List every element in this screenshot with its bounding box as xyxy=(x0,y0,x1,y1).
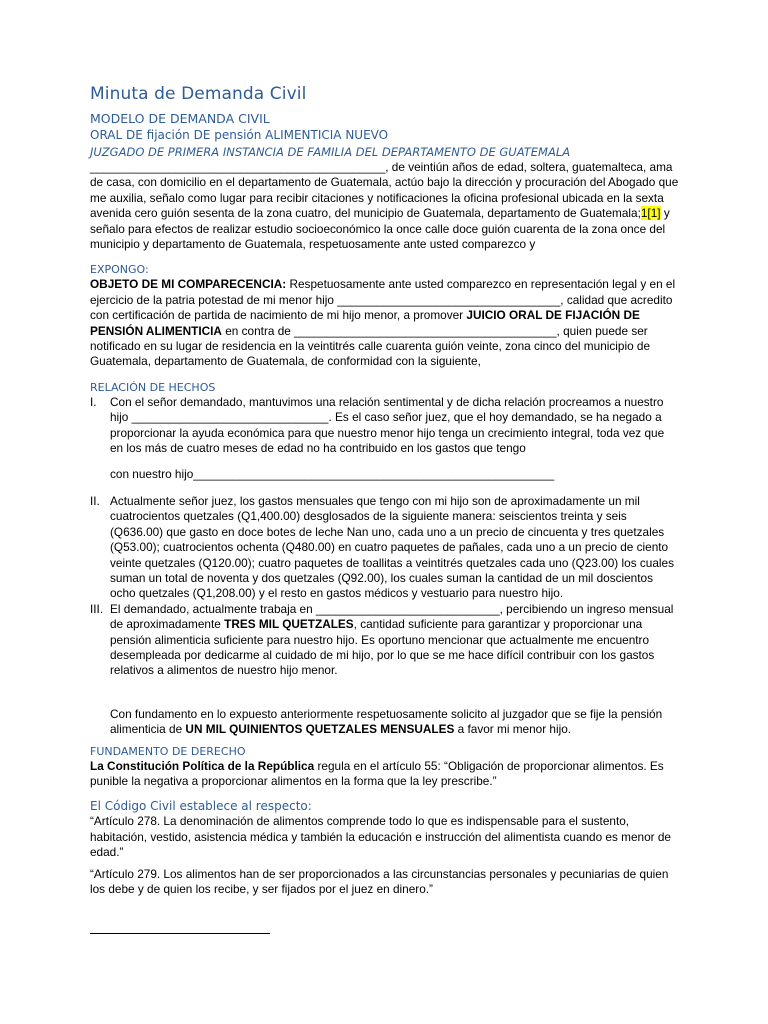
solicito-text-b: a favor mi menor hijo. xyxy=(454,722,572,737)
intro-text-b: y señalo para efectos de realizar estudio socioeconómico la once calle doce guión cuarenta de la zona once del municipio y departamento de Guatemala, respetuosamente ante usted comparezco y xyxy=(90,206,670,252)
intro-paragraph xyxy=(90,160,680,252)
hechos-list xyxy=(90,395,680,679)
objeto-text-a: Respetuosamente ante usted comparezco en representación legal y en el ejercicio de la patria potestad de mi menor hijo __________________________________, calidad que acredito con certificación de partida de nacimiento de mi hijo menor, a promover xyxy=(90,277,676,323)
subtype-heading: ORAL DE fijación DE pensión ALIMENTICIA NUEVO xyxy=(90,128,389,142)
solicito-text-a: Con fundamento en lo expuesto anteriormente respetuosamente solicito al juzgador que se fije la pensión alimenticia de xyxy=(110,706,663,737)
objeto-bold: JUICIO ORAL DE FIJACIÓN DE PENSIÓN ALIMENTICIA xyxy=(90,308,640,338)
objeto-paragraph xyxy=(90,277,680,369)
hecho-item-3 xyxy=(90,602,680,679)
hecho-text: Actualmente señor juez, los gastos mensuales que tengo con mi hijo son de aproximadamente un mil cuatrocientos quetzales (Q1,400.00) desglosados de la siguiente manera: seiscientos treinta y seis (Q636.00) que gasto en doce botes de leche Nan uno, cada uno a un precio de cincuenta y tres quetzales (Q53.00); cuatrocientos ochenta (Q480.00) en cuatro paquetes de pañales, cada uno a un precio de ciento veinte quetzales (Q120.00); cuatro paquetes de toallitas a veintitrés quetzales cada uno (Q23.00) los cuales suman un total de noventa y dos quetzales (Q92.00), los cuales suman la cantidad de un mil doscientos ocho quetzales (Q1,208.00) y el resto en gastos médicos y vestuario para nuestro hijo. xyxy=(110,493,674,601)
intro-text-a: _____________________________________________, de veintiún años de edad, soltera, guatemalteca, ama de casa, con domicilio en el departamento de Guatemala, actúo bajo la dirección y procuración del Abogado que me auxilia, señalo como lugar para recibir citaciones y notificaciones la oficina profesional ubicada en la sexta avenida cero guión sesenta de la zona cuatro, del municipio de Guatemala, departamento de Guatemala; xyxy=(90,160,679,221)
hecho-item-2 xyxy=(90,494,680,602)
hechos-heading: RELACIÓN DE HECHOS xyxy=(90,380,216,394)
model-heading: MODELO DE DEMANDA CIVIL xyxy=(90,111,270,126)
court-heading: JUZGADO DE PRIMERA INSTANCIA DE FAMILIA DEL DEPARTAMENTO DE GUATEMALA xyxy=(90,145,571,159)
hecho-text-b: , cantidad suficiente para garantizar y proporcionar una pensión alimenticia suficiente para nuestro hijo. Es oportuno mencionar que actualmente me encuentro desempleada por dedicarme al cuidado de mi hijo, por lo que se me hace difícil contribuir con los gastos relativos a alimentos de nuestro hijo menor. xyxy=(110,617,655,678)
footnote-separator xyxy=(90,925,270,934)
article-278: “Artículo 278. La denominación de alimentos comprende todo lo que es indispensable para el sustento, habitación, vestido, asistencia médica y también la educación e instrucción del alimentista cuando es menor de edad.” xyxy=(90,814,671,860)
fundamento-heading: FUNDAMENTO DE DERECHO xyxy=(90,744,246,758)
solicito-bold: UN MIL QUINIENTOS QUETZALES MENSUALES xyxy=(185,722,455,737)
constitucion-paragraph xyxy=(90,759,680,790)
document-title: Minuta de Demanda Civil xyxy=(90,84,307,104)
hecho-bold: TRES MIL QUETZALES xyxy=(224,617,354,632)
objeto-label: OBJETO DE MI COMPARECENCIA: xyxy=(90,277,287,292)
document-page xyxy=(90,84,680,934)
expongo-heading: EXPONGO: xyxy=(90,263,149,277)
hecho-number: I. xyxy=(90,394,97,409)
codigo-heading: El Código Civil establece al respecto: xyxy=(90,799,312,814)
solicito-paragraph xyxy=(90,707,680,738)
constitucion-text: regula en el artículo 55: “Obligación de proporcionar alimentos. Es punible la negativa a proporcionar alimentos en la forma que la ley prescribe.” xyxy=(90,758,664,788)
article-279: “Artículo 279. Los alimentos han de ser proporcionados a las circunstancias personales y pecuniarias de quien los debe y de quien los recibe, y ser fijados por el juez en dinero.” xyxy=(90,866,669,897)
constitucion-bold: La Constitución Política de la República xyxy=(90,758,315,773)
hecho-text: Con el señor demandado, mantuvimos una relación sentimental y de dicha relación procreamos a nuestro hijo ______________________________. Es el caso señor juez, que el hoy demandado, se ha negado a proporcionar la ayuda económica para que nuestro menor hijo tenga un crecimiento integral, toda vez que en los más de cuatro meses de edad no ha contribuido en los gastos que tengo xyxy=(110,394,665,456)
hecho-item-1 xyxy=(90,395,680,482)
hecho-number: II. xyxy=(90,493,100,508)
footnote-ref[interactable]: 1[1] xyxy=(640,206,661,221)
hecho-number: III. xyxy=(90,601,104,616)
hecho-text-a: El demandado, actualmente trabaja en ____________________________, percibiendo un ingreso mensual de aproximadamente xyxy=(110,601,674,632)
objeto-text-b: en contra de ________________________________________, quien puede ser notificado en su lugar de residencia en la veintitrés calle cuarenta guión veinte, zona cinco del municipio de Guatemala, departamento de Guatemala, de conformidad con la siguiente, xyxy=(90,323,651,369)
hecho-tail: con nuestro hijo_______________________________________________________ xyxy=(110,466,555,481)
